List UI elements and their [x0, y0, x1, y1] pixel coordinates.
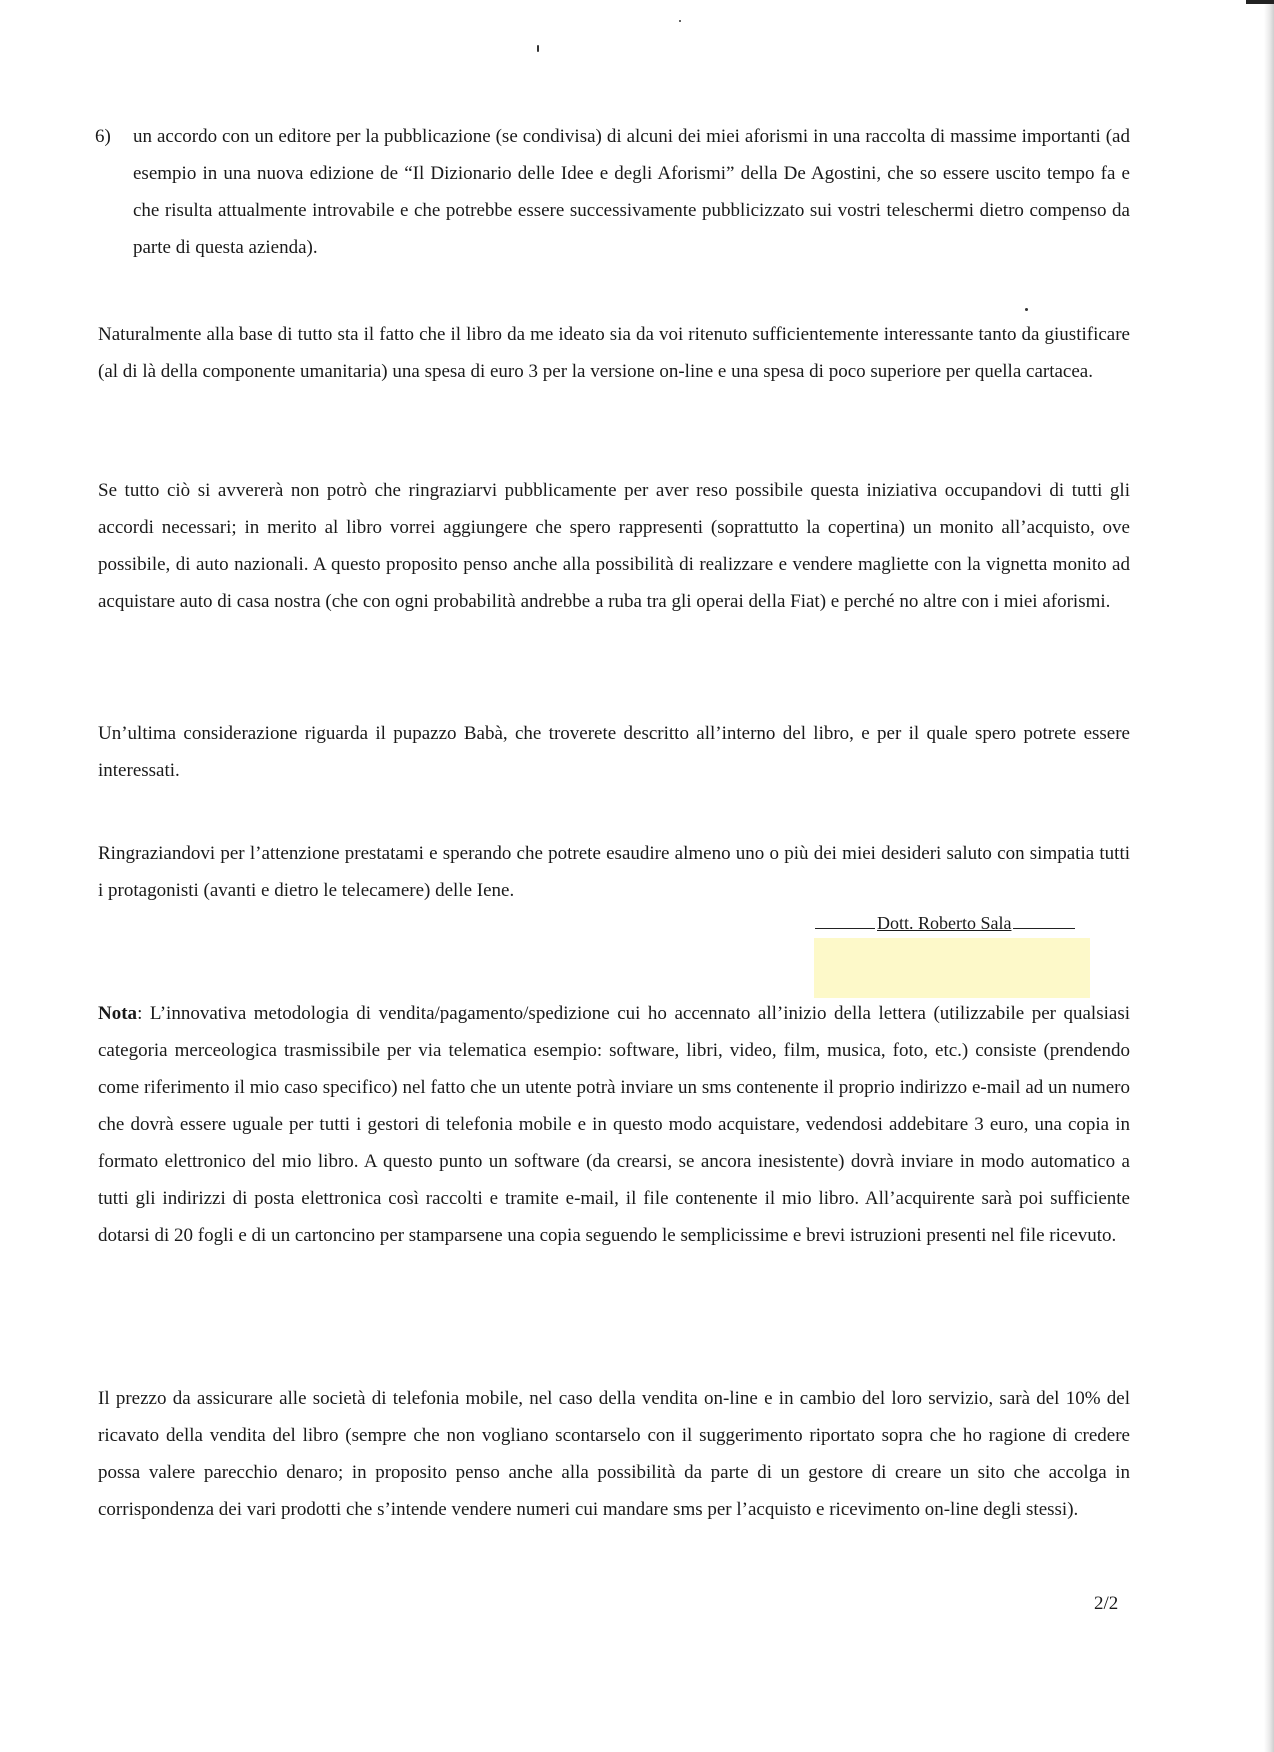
highlight-mark	[814, 938, 1090, 998]
scan-speck	[537, 45, 539, 52]
list-item-6	[95, 118, 1130, 266]
paragraph-nota	[98, 995, 1130, 1254]
signature-line-right	[1013, 928, 1075, 929]
paragraph-naturalmente: Naturalmente alla base di tutto sta il fatto che il libro da me ideato sia da voi ritenuto sufficientemente interessante tanto da giustificare (al di là della componente umanitaria) una spesa di euro 3 per la versione on-line e una spesa di poco superiore per quella cartacea.	[98, 324, 1130, 382]
paragraph-ultima-considerazione: Un’ultima considerazione riguarda il pupazzo Babà, che troverete descritto all’interno del libro, e per il quale spero potrete essere interessati.	[98, 723, 1130, 781]
scan-edge-shadow	[1264, 0, 1274, 1752]
paragraph-ringraziandovi: Ringraziandovi per l’attenzione prestatami e sperando che potrete esaudire almeno uno o più dei miei desideri saluto con simpatia tutti i protagonisti (avanti e dietro le telecamere) delle Iene.	[98, 843, 1130, 901]
page-number: 2/2	[1094, 1593, 1119, 1614]
nota-label: Nota	[98, 1003, 138, 1024]
scan-speck	[679, 20, 681, 22]
list-item-text: un accordo con un editore per la pubblicazione (se condivisa) di alcuni dei miei aforismi in una raccolta di massime importanti (ad esempio in una nuova edizione de “Il Dizionario delle Idee e degli Aforismi” della De Agostini, che so essere uscito tempo fa e che risulta attualmente introvabile e che potrebbe essere successivamente pubblicizzato sui vostri teleschermi dietro compenso da parte di questa azienda).	[133, 126, 1130, 258]
list-item-number: 6)	[95, 126, 111, 147]
scan-speck	[1025, 308, 1028, 311]
paragraph-prezzo: Il prezzo da assicurare alle società di telefonia mobile, nel caso della vendita on-line e in cambio del loro servizio, sarà del 10% del ricavato della vendita del libro (sempre che non vogliano scontarselo con il suggerimento riportato sopra che ho ragione di credere possa valere parecchio denaro; in proposito penso anche alla possibilità da parte di un gestore di creare un sito che accolga in corrispondenza dei vari prodotti che s’intende vendere numeri cui mandare sms per l’acquisto e ricevimento on-line degli stessi).	[98, 1388, 1130, 1520]
nota-text: : L’innovativa metodologia di vendita/pagamento/spedizione cui ho accennato all’inizio della lettera (utilizzabile per qualsiasi categoria merceologica trasmissibile per via telematica esempio: software, libri, video, film, musica, foto, etc.) consiste (prendendo come riferimento il mio caso specifico) nel fatto che un utente potrà inviare un sms contenente il proprio indirizzo e-mail ad un numero che dovrà essere uguale per tutti i gestori di telefonia mobile e in questo modo acquistare, vedendosi addebitare 3 euro, una copia in formato elettronico del mio libro. A questo punto un software (da crearsi, se ancora inesistente) dovrà inviare in modo automatico a tutti gli indirizzi di posta elettronica così raccolti e tramite e-mail, il file contenente il mio libro. All’acquirente sarà poi sufficiente dotarsi di 20 fogli e di un cartoncino per stamparsene una copia seguendo le semplicissime e brevi istruzioni presenti nel file ricevuto.	[98, 1003, 1130, 1246]
signature-line-left	[815, 928, 875, 929]
paragraph-se-tutto: Se tutto ciò si avvererà non potrò che ringraziarvi pubblicamente per aver reso possibile questa iniziativa occupandovi di tutti gli accordi necessari; in merito al libro vorrei aggiungere che spero rappresenti (soprattutto la copertina) un monito all’acquisto, ove possibile, di auto nazionali. A questo proposito penso anche alla possibilità di realizzare e vendere magliette con la vignetta monito ad acquistare auto di casa nostra (che con ogni probabilità andrebbe a ruba tra gli operai della Fiat) e perché no altre con i miei aforismi.	[98, 480, 1130, 612]
signature	[815, 909, 1115, 937]
signature-name: Dott. Roberto Sala	[877, 913, 1012, 933]
